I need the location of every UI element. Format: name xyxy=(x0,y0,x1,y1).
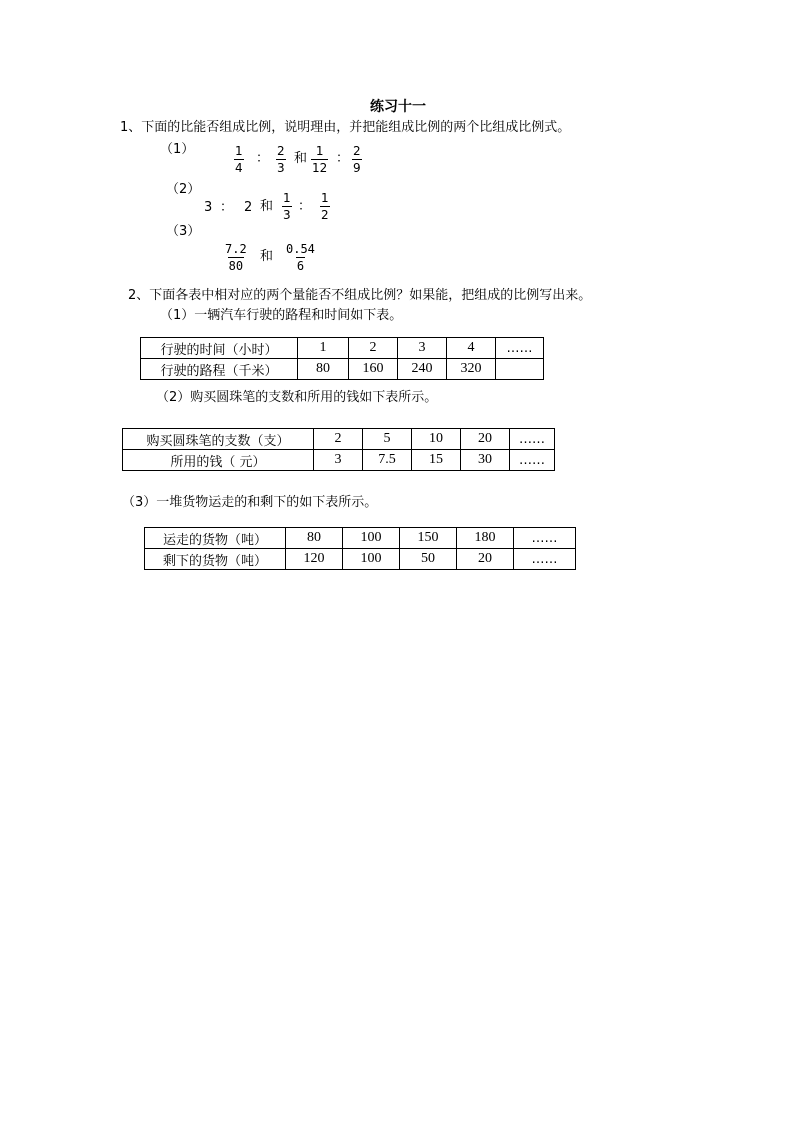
table-2-caption: （2）购买圆珠笔的支数和所用的钱如下表所示。 xyxy=(156,390,438,405)
and-word: 和 xyxy=(294,151,308,166)
q1-p1-fraction-2 xyxy=(276,145,286,174)
table-cell: 20 xyxy=(461,429,510,450)
denominator: 80 xyxy=(228,259,244,273)
colon: ： xyxy=(298,199,312,214)
table-3-caption: （3）一堆货物运走的和剩下的如下表所示。 xyxy=(122,495,378,510)
table-cell: 10 xyxy=(412,429,461,450)
and-word: 和 xyxy=(260,199,274,214)
table-row xyxy=(141,359,544,380)
q1-p3-fraction-1 xyxy=(224,243,248,272)
table-cell: 20 xyxy=(457,549,514,570)
q1-p1-fraction-1 xyxy=(234,145,244,174)
table-row xyxy=(145,528,576,549)
numerator: 2 xyxy=(277,144,285,158)
table-1-caption: （1）一辆汽车行驶的路程和时间如下表。 xyxy=(160,308,403,323)
q1-part3-label: （3） xyxy=(166,224,201,239)
table-cell: 80 xyxy=(286,528,343,549)
table-cell: …… xyxy=(514,528,576,549)
table-cell: 1 xyxy=(298,338,349,359)
ratio-term: 2 xyxy=(244,200,253,215)
table-cell: …… xyxy=(510,450,555,471)
table-cell: 100 xyxy=(343,528,400,549)
table-2 xyxy=(122,428,555,471)
table-cell: 160 xyxy=(349,359,398,380)
numerator: 1 xyxy=(315,144,324,158)
table-cell: 7.5 xyxy=(363,450,412,471)
and-word: 和 xyxy=(260,249,274,264)
table-cell: 运走的货物（吨） xyxy=(145,528,286,549)
denominator: 3 xyxy=(283,208,291,222)
table-cell: 100 xyxy=(343,549,400,570)
table-cell: 240 xyxy=(398,359,447,380)
table-row xyxy=(123,429,555,450)
table-3 xyxy=(144,527,576,570)
ratio-term: 3 xyxy=(204,200,213,215)
colon: ： xyxy=(336,151,350,166)
denominator: 3 xyxy=(277,161,285,175)
table-cell: 15 xyxy=(412,450,461,471)
table-cell: 所用的钱（ 元） xyxy=(123,450,314,471)
numerator: 1 xyxy=(283,191,291,205)
denominator: 6 xyxy=(296,259,305,273)
table-cell: 150 xyxy=(400,528,457,549)
table-cell: 3 xyxy=(398,338,447,359)
table-cell: 2 xyxy=(349,338,398,359)
table-cell: 2 xyxy=(314,429,363,450)
table-cell: 120 xyxy=(286,549,343,570)
page-title: 练习十一 xyxy=(370,99,426,115)
table-cell: 30 xyxy=(461,450,510,471)
table-cell: 4 xyxy=(447,338,496,359)
table-cell: …… xyxy=(514,549,576,570)
table-cell: 320 xyxy=(447,359,496,380)
denominator: 12 xyxy=(312,161,328,175)
table-row xyxy=(141,338,544,359)
table-cell: 行驶的时间（小时） xyxy=(141,338,298,359)
numerator: 0.54 xyxy=(286,242,315,256)
table-cell: 5 xyxy=(363,429,412,450)
table-cell: 50 xyxy=(400,549,457,570)
numerator: 2 xyxy=(353,144,361,158)
q1-p2-fraction-2 xyxy=(320,192,330,221)
q1-part2-label: （2） xyxy=(166,182,201,197)
colon: ： xyxy=(256,151,270,166)
table-1 xyxy=(140,337,544,380)
numerator: 1 xyxy=(235,144,243,158)
table-cell: 80 xyxy=(298,359,349,380)
table-cell: 购买圆珠笔的支数（支） xyxy=(123,429,314,450)
table-cell: …… xyxy=(496,338,544,359)
denominator: 4 xyxy=(235,161,243,175)
numerator: 1 xyxy=(321,191,329,205)
q1-p1-fraction-4 xyxy=(352,145,362,174)
table-cell xyxy=(496,359,544,380)
table-cell: 3 xyxy=(314,450,363,471)
colon: ： xyxy=(220,200,234,215)
question-2-prompt: 2、下面各表中相对应的两个量能否不组成比例？如果能，把组成的比例写出来。 xyxy=(128,288,592,303)
q1-p2-fraction-1 xyxy=(282,192,292,221)
denominator: 2 xyxy=(321,208,329,222)
question-1-prompt: 1、下面的比能否组成比例，说明理由，并把能组成比例的两个比组成比例式。 xyxy=(120,120,571,135)
table-cell: 剩下的货物（吨） xyxy=(145,549,286,570)
q1-p3-fraction-2 xyxy=(285,243,316,272)
denominator: 9 xyxy=(353,161,361,175)
table-cell: 180 xyxy=(457,528,514,549)
table-row xyxy=(145,549,576,570)
numerator: 7.2 xyxy=(225,242,247,256)
q1-p1-fraction-3 xyxy=(311,145,328,174)
table-cell: …… xyxy=(510,429,555,450)
table-row xyxy=(123,450,555,471)
q1-part1-label: （1） xyxy=(160,142,195,157)
table-cell: 行驶的路程（千米） xyxy=(141,359,298,380)
